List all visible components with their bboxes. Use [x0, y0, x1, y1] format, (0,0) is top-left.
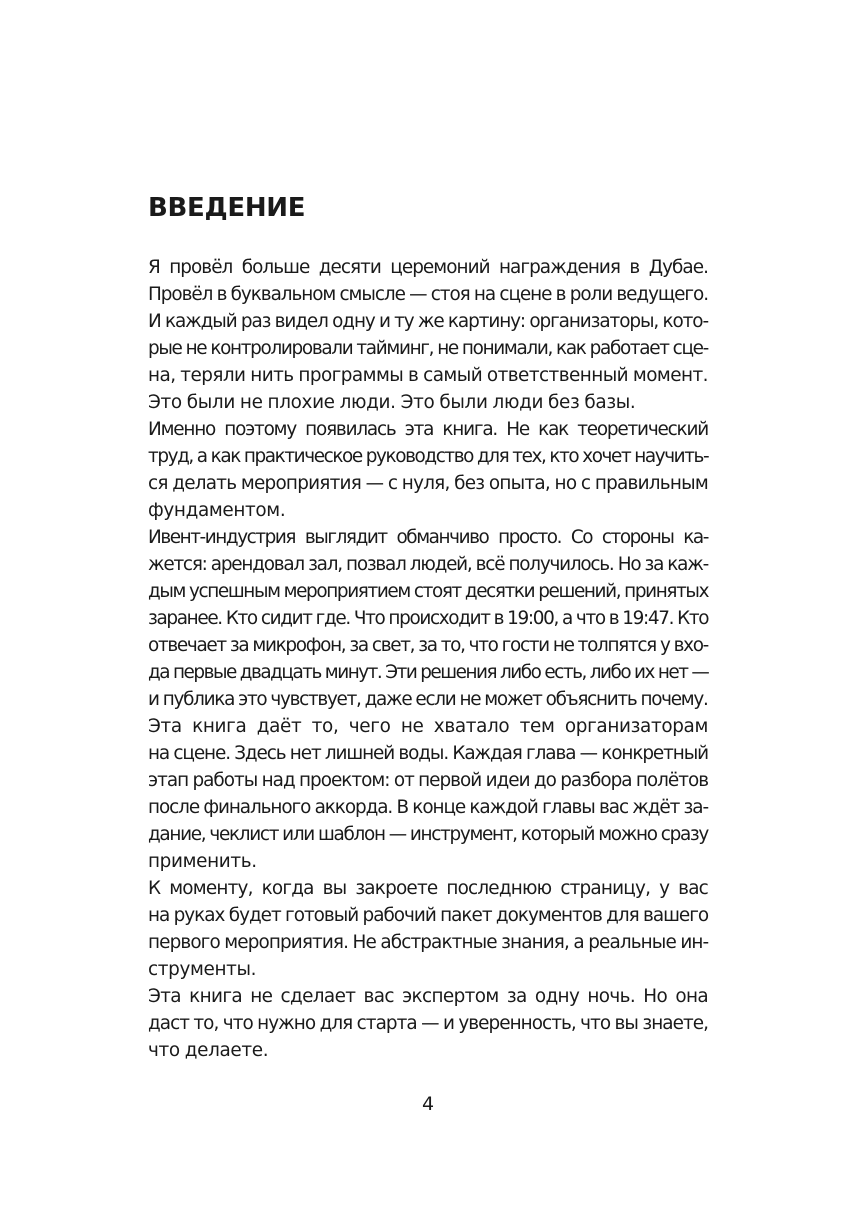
paragraph-line: Это были не плохие люди. Это были люди без базы.: [148, 392, 636, 413]
paragraph: [113, 254, 708, 389]
page-number: 4: [421, 1093, 435, 1115]
paragraph-line: К моменту, когда вы закроете последнюю страницу, у вас: [148, 878, 708, 899]
paragraph: [113, 713, 708, 875]
paragraph-line: Эта книга даёт то, чего не хватало тем организаторам: [148, 716, 708, 737]
paragraph-line: жется: арендовал зал, позвал людей, всё получилось. Но за каж-: [148, 554, 708, 575]
paragraph-line: Именно поэтому появилась эта книга. Не как теоретический: [148, 419, 708, 440]
paragraph-line: дание, чеклист или шаблон — инструмент, который можно сразу: [148, 824, 708, 845]
paragraph-line: струменты.: [148, 959, 257, 980]
paragraph-line: И каждый раз видел одну и ту же картину: организаторы, кото-: [148, 311, 708, 332]
paragraph-line: Эта книга не сделает вас экспертом за одну ночь. Но она: [148, 986, 708, 1007]
paragraph-line: на, теряли нить программы в самый ответственный момент.: [148, 365, 708, 386]
paragraph: [113, 983, 708, 1064]
paragraph-line: отвечает за микрофон, за свет, за то, что гости не толпятся у вхо-: [148, 635, 708, 656]
paragraph-line: этап работы над проектом: от первой идеи до разбора полётов: [148, 770, 709, 791]
paragraph-line: дым успешным мероприятием стоят десятки решений, принятых: [148, 581, 709, 602]
paragraph-line: Я провёл больше десяти церемоний награждения в Дубае.: [148, 257, 708, 278]
paragraph-line: да первые двадцать минут. Эти решения либо есть, либо их нет —: [148, 662, 709, 683]
paragraph-line: что делаете.: [148, 1040, 269, 1061]
paragraph-line: первого мероприятия. Не абстрактные знания, а реальные ин-: [148, 932, 709, 953]
paragraph-line: труд, а как практическое руководство для тех, кто хочет научить-: [148, 446, 709, 467]
paragraph-line: Ивент-индустрия выглядит обманчиво просто. Со стороны ка-: [148, 527, 708, 548]
paragraph-line: ся делать мероприятия — с нуля, без опыта, но с правильным: [148, 473, 708, 494]
paragraph: [113, 524, 708, 713]
paragraph: [113, 875, 708, 983]
paragraph-line: заранее. Кто сидит где. Что происходит в 19:00, а что в 19:47. Кто: [148, 608, 709, 629]
paragraph: [113, 389, 708, 416]
paragraph-line: даст то, что нужно для старта — и уверенность, что вы знаете,: [148, 1013, 708, 1034]
chapter-heading: ВВЕДЕНИЕ: [148, 193, 306, 223]
paragraph-line: на сцене. Здесь нет лишней воды. Каждая глава — конкретный: [148, 743, 708, 764]
paragraph-line: на руках будет готовый рабочий пакет документов для вашего: [148, 905, 709, 926]
body-text: [113, 254, 708, 1064]
paragraph-line: применить.: [148, 851, 257, 872]
paragraph-line: после финального аккорда. В конце каждой главы вас ждёт за-: [148, 797, 708, 818]
paragraph-line: Провёл в буквальном смысле — стоя на сцене в роли ведущего.: [148, 284, 708, 305]
paragraph-line: фундаментом.: [148, 500, 286, 521]
paragraph-line: и публика это чувствует, даже если не может объяснить почему.: [148, 689, 708, 710]
paragraph-line: рые не контролировали тайминг, не понимали, как работает сце-: [148, 338, 708, 359]
paragraph: [113, 416, 708, 524]
